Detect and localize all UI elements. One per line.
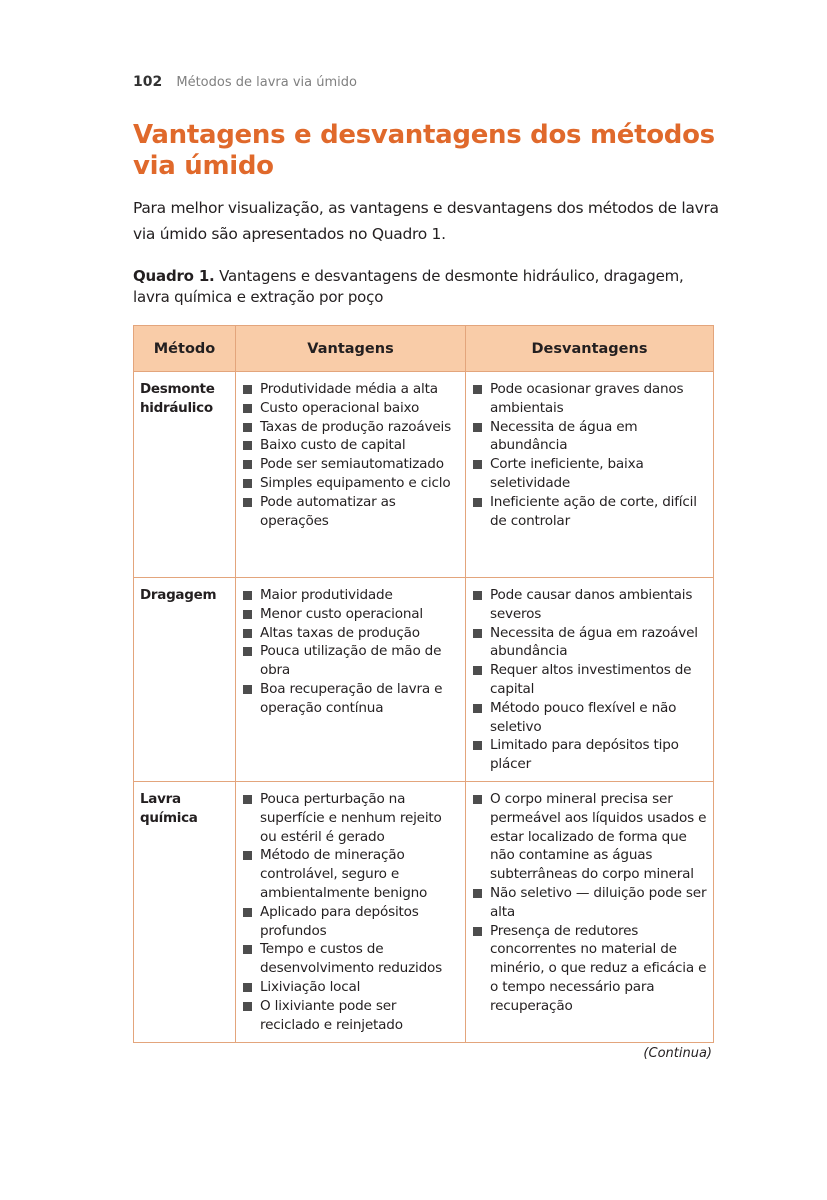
- list-item-text: Necessita de água em razoável abundância: [490, 624, 698, 660]
- vantagens-cell: [236, 782, 466, 1043]
- square-bullet-icon: [243, 441, 252, 450]
- list-item-text: Tempo e custos de desenvolvimento reduzidos: [260, 941, 443, 977]
- list-item-text: Taxas de produção razoáveis: [260, 418, 451, 435]
- table-row: [134, 782, 714, 1043]
- square-bullet-icon: [473, 741, 482, 750]
- square-bullet-icon: [243, 479, 252, 488]
- list-item-text: Menor custo operacional: [260, 605, 423, 622]
- square-bullet-icon: [243, 851, 252, 860]
- list-item: [242, 418, 459, 437]
- square-bullet-icon: [473, 629, 482, 638]
- list-item: [242, 474, 459, 493]
- list-item-text: Custo operacional baixo: [260, 399, 420, 416]
- desvantagens-cell: [466, 372, 714, 578]
- caption-label: Quadro 1.: [133, 267, 215, 285]
- continuation-note: (Continua): [643, 1046, 712, 1061]
- square-bullet-icon: [243, 591, 252, 600]
- square-bullet-icon: [243, 945, 252, 954]
- list-item: [242, 455, 459, 474]
- list-item: [472, 790, 707, 884]
- list-item-text: Corte ineficiente, baixa seletividade: [490, 456, 644, 491]
- section-title: Vantagens e desvantagens dos métodos via úmido: [133, 120, 715, 181]
- square-bullet-icon: [473, 423, 482, 432]
- square-bullet-icon: [473, 795, 482, 804]
- list-item-text: Presença de redutores concorrentes no material de minério, o que reduz a eficácia e o tempo necessário para recuperação: [490, 922, 707, 1014]
- list-item-text: O lixiviante pode ser reciclado e reinjetado: [260, 997, 403, 1033]
- list-item-text: Pouca utilização de mão de obra: [260, 643, 442, 679]
- running-title: Métodos de lavra via úmido: [176, 75, 357, 90]
- desvantagens-list: [472, 790, 707, 1016]
- square-bullet-icon: [473, 666, 482, 675]
- table-caption: [133, 266, 723, 308]
- list-item: [472, 380, 707, 418]
- list-item: [472, 418, 707, 456]
- list-item-text: Produtividade média a alta: [260, 381, 438, 397]
- list-item: [472, 455, 707, 493]
- square-bullet-icon: [243, 983, 252, 992]
- list-item: [242, 642, 459, 680]
- list-item: [472, 586, 707, 624]
- list-item-text: Ineficiente ação de corte, difícil de controlar: [490, 493, 697, 529]
- vantagens-cell: [236, 372, 466, 578]
- table-row: [134, 372, 714, 578]
- column-header-metodo: Método: [134, 326, 236, 372]
- table-header-row: [134, 326, 714, 372]
- list-item-text: Maior produtividade: [260, 587, 393, 603]
- list-item: [242, 940, 459, 978]
- list-item-text: Boa recuperação de lavra e operação contínua: [260, 680, 443, 716]
- list-item: [242, 846, 459, 902]
- vantagens-cell: [236, 578, 466, 782]
- list-item: [242, 624, 459, 643]
- list-item: [472, 884, 707, 922]
- list-item: [242, 903, 459, 941]
- list-item-text: Limitado para depósitos tipo plácer: [490, 737, 679, 773]
- list-item: [472, 624, 707, 662]
- list-item-text: Requer altos investimentos de capital: [490, 662, 692, 697]
- list-item-text: Método de mineração controlável, seguro e ambientalmente benigno: [260, 847, 428, 901]
- method-cell: Dragagem: [134, 578, 236, 782]
- list-item-text: Não seletivo — diluição pode ser alta: [490, 884, 707, 920]
- square-bullet-icon: [243, 647, 252, 656]
- square-bullet-icon: [243, 795, 252, 804]
- list-item: [472, 922, 707, 1016]
- list-item: [242, 680, 459, 718]
- desvantagens-cell: [466, 782, 714, 1043]
- list-item-text: Pode automatizar as operações: [260, 493, 396, 529]
- list-item: [472, 736, 707, 774]
- list-item: [242, 605, 459, 624]
- list-item: [242, 978, 459, 997]
- caption-text: Vantagens e desvantagens de desmonte hidráulico, dragagem, lavra química e extração por poço: [133, 267, 684, 306]
- desvantagens-cell: [466, 578, 714, 782]
- list-item: [242, 493, 459, 531]
- square-bullet-icon: [473, 460, 482, 469]
- method-cell: Lavra química: [134, 782, 236, 1043]
- vantagens-list: [242, 380, 459, 530]
- list-item-text: Pode ocasionar graves danos ambientais: [490, 381, 684, 416]
- square-bullet-icon: [473, 927, 482, 936]
- square-bullet-icon: [243, 498, 252, 507]
- desvantagens-list: [472, 380, 707, 530]
- list-item: [472, 661, 707, 699]
- square-bullet-icon: [473, 498, 482, 507]
- square-bullet-icon: [473, 591, 482, 600]
- square-bullet-icon: [243, 629, 252, 638]
- square-bullet-icon: [473, 385, 482, 394]
- square-bullet-icon: [243, 1002, 252, 1011]
- list-item-text: Pode causar danos ambientais severos: [490, 587, 693, 622]
- list-item-text: Baixo custo de capital: [260, 437, 406, 454]
- list-item-text: Altas taxas de produção: [260, 624, 420, 641]
- square-bullet-icon: [243, 385, 252, 394]
- intro-paragraph: Para melhor visualização, as vantagens e desvantagens dos métodos de lavra via úmido são apresentados no Quadro 1.: [133, 199, 719, 243]
- square-bullet-icon: [473, 889, 482, 898]
- square-bullet-icon: [243, 404, 252, 413]
- column-header-vantagens: Vantagens: [236, 326, 466, 372]
- square-bullet-icon: [243, 460, 252, 469]
- running-head: [133, 74, 357, 90]
- list-item: [242, 586, 459, 605]
- quadro-table: [133, 325, 714, 1043]
- list-item-text: Aplicado para depósitos profundos: [260, 903, 419, 939]
- list-item-text: Pode ser semiautomatizado: [260, 456, 444, 473]
- list-item: [242, 997, 459, 1035]
- vantagens-list: [242, 790, 459, 1034]
- desvantagens-list: [472, 586, 707, 774]
- list-item-text: Pouca perturbação na superfície e nenhum rejeito ou estéril é gerado: [260, 791, 442, 845]
- square-bullet-icon: [243, 908, 252, 917]
- list-item: [472, 493, 707, 531]
- method-cell: Desmonte hidráulico: [134, 372, 236, 578]
- vantagens-list: [242, 586, 459, 718]
- table-row: [134, 578, 714, 782]
- square-bullet-icon: [243, 610, 252, 619]
- page-number: 102: [133, 74, 163, 90]
- list-item: [472, 699, 707, 737]
- square-bullet-icon: [243, 423, 252, 432]
- list-item-text: Método pouco flexível e não seletivo: [490, 699, 677, 735]
- square-bullet-icon: [473, 704, 482, 713]
- square-bullet-icon: [243, 685, 252, 694]
- list-item-text: Simples equipamento e ciclo: [260, 474, 451, 491]
- list-item-text: Lixiviação local: [260, 978, 361, 995]
- list-item: [242, 399, 459, 418]
- list-item: [242, 380, 459, 399]
- list-item-text: Necessita de água em abundância: [490, 418, 638, 454]
- list-item: [242, 790, 459, 846]
- column-header-desvantagens: Desvantagens: [466, 326, 714, 372]
- list-item-text: O corpo mineral precisa ser permeável aos líquidos usados e estar localizado de forma que não contamine as águas subterrâneas do corpo mineral: [490, 791, 707, 883]
- list-item: [242, 436, 459, 455]
